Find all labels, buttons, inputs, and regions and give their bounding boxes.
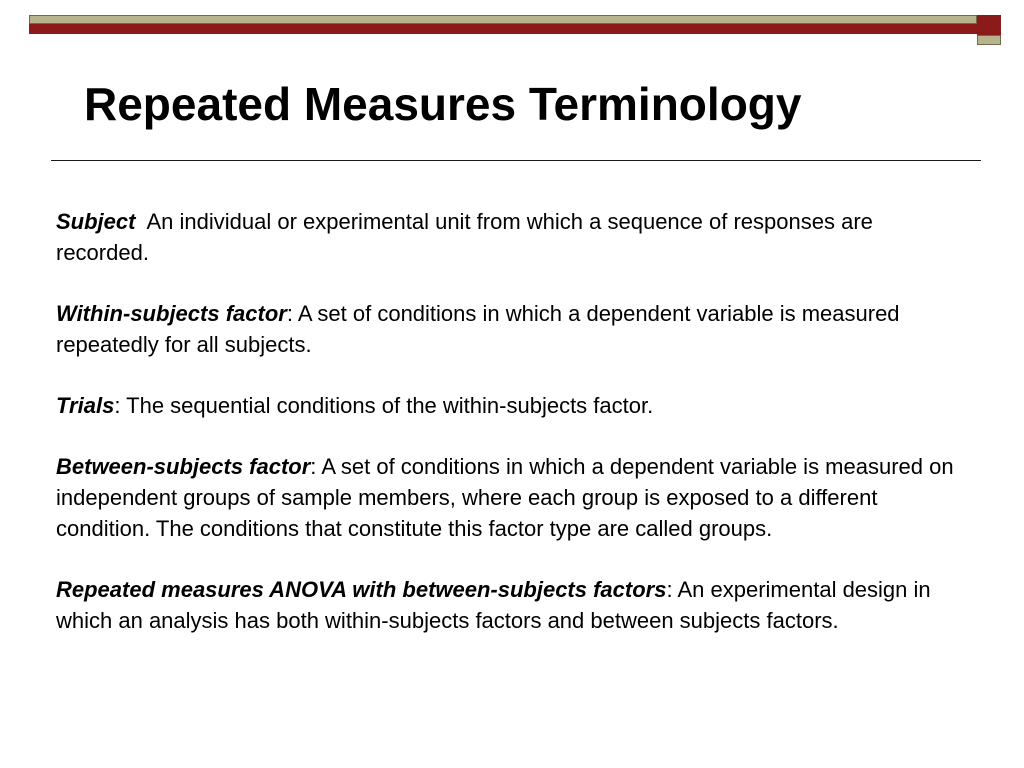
- term-trials: Trials: [56, 393, 115, 418]
- term-within-subjects-factor: Within-subjects factor: [56, 301, 287, 326]
- separator: :: [114, 393, 127, 418]
- definition-repeated-measures-anova: [56, 574, 971, 636]
- definition-between-subjects-factor: [56, 451, 971, 544]
- corner-olive-square: [977, 35, 1001, 45]
- header-olive-bar: [29, 15, 977, 24]
- term-repeated-measures-anova: Repeated measures ANOVA with between-subjects factors: [56, 577, 667, 602]
- header-maroon-bar: [29, 24, 977, 34]
- definition-text: The sequential conditions of the within-subjects factor.: [126, 393, 654, 418]
- definition-trials: [56, 390, 971, 421]
- definition-within-subjects-factor: [56, 298, 971, 360]
- definition-text: A set of conditions in which a dependent variable is measured repeatedly for all subjects.: [56, 301, 900, 357]
- definitions-list: [56, 206, 971, 666]
- corner-maroon-square: [977, 15, 1001, 35]
- definition-text: An individual or experimental unit from which a sequence of responses are recorded.: [56, 209, 873, 265]
- definition-text: A set of conditions in which a dependent variable is measured on independent groups of sample members, where each group is exposed to a different condition. The conditions that constitute this factor type are called groups.: [56, 454, 954, 541]
- term-subject: Subject: [56, 209, 136, 234]
- separator: :: [666, 577, 678, 602]
- separator: [135, 209, 146, 234]
- slide-title: Repeated Measures Terminology: [84, 78, 802, 130]
- separator: :: [310, 454, 322, 479]
- term-between-subjects-factor: Between-subjects factor: [56, 454, 311, 479]
- definition-text: An experimental design in which an analysis has both within-subjects factors and between subjects factors.: [56, 577, 931, 633]
- definition-subject: [56, 206, 971, 268]
- separator: :: [286, 301, 298, 326]
- title-divider: [51, 160, 981, 161]
